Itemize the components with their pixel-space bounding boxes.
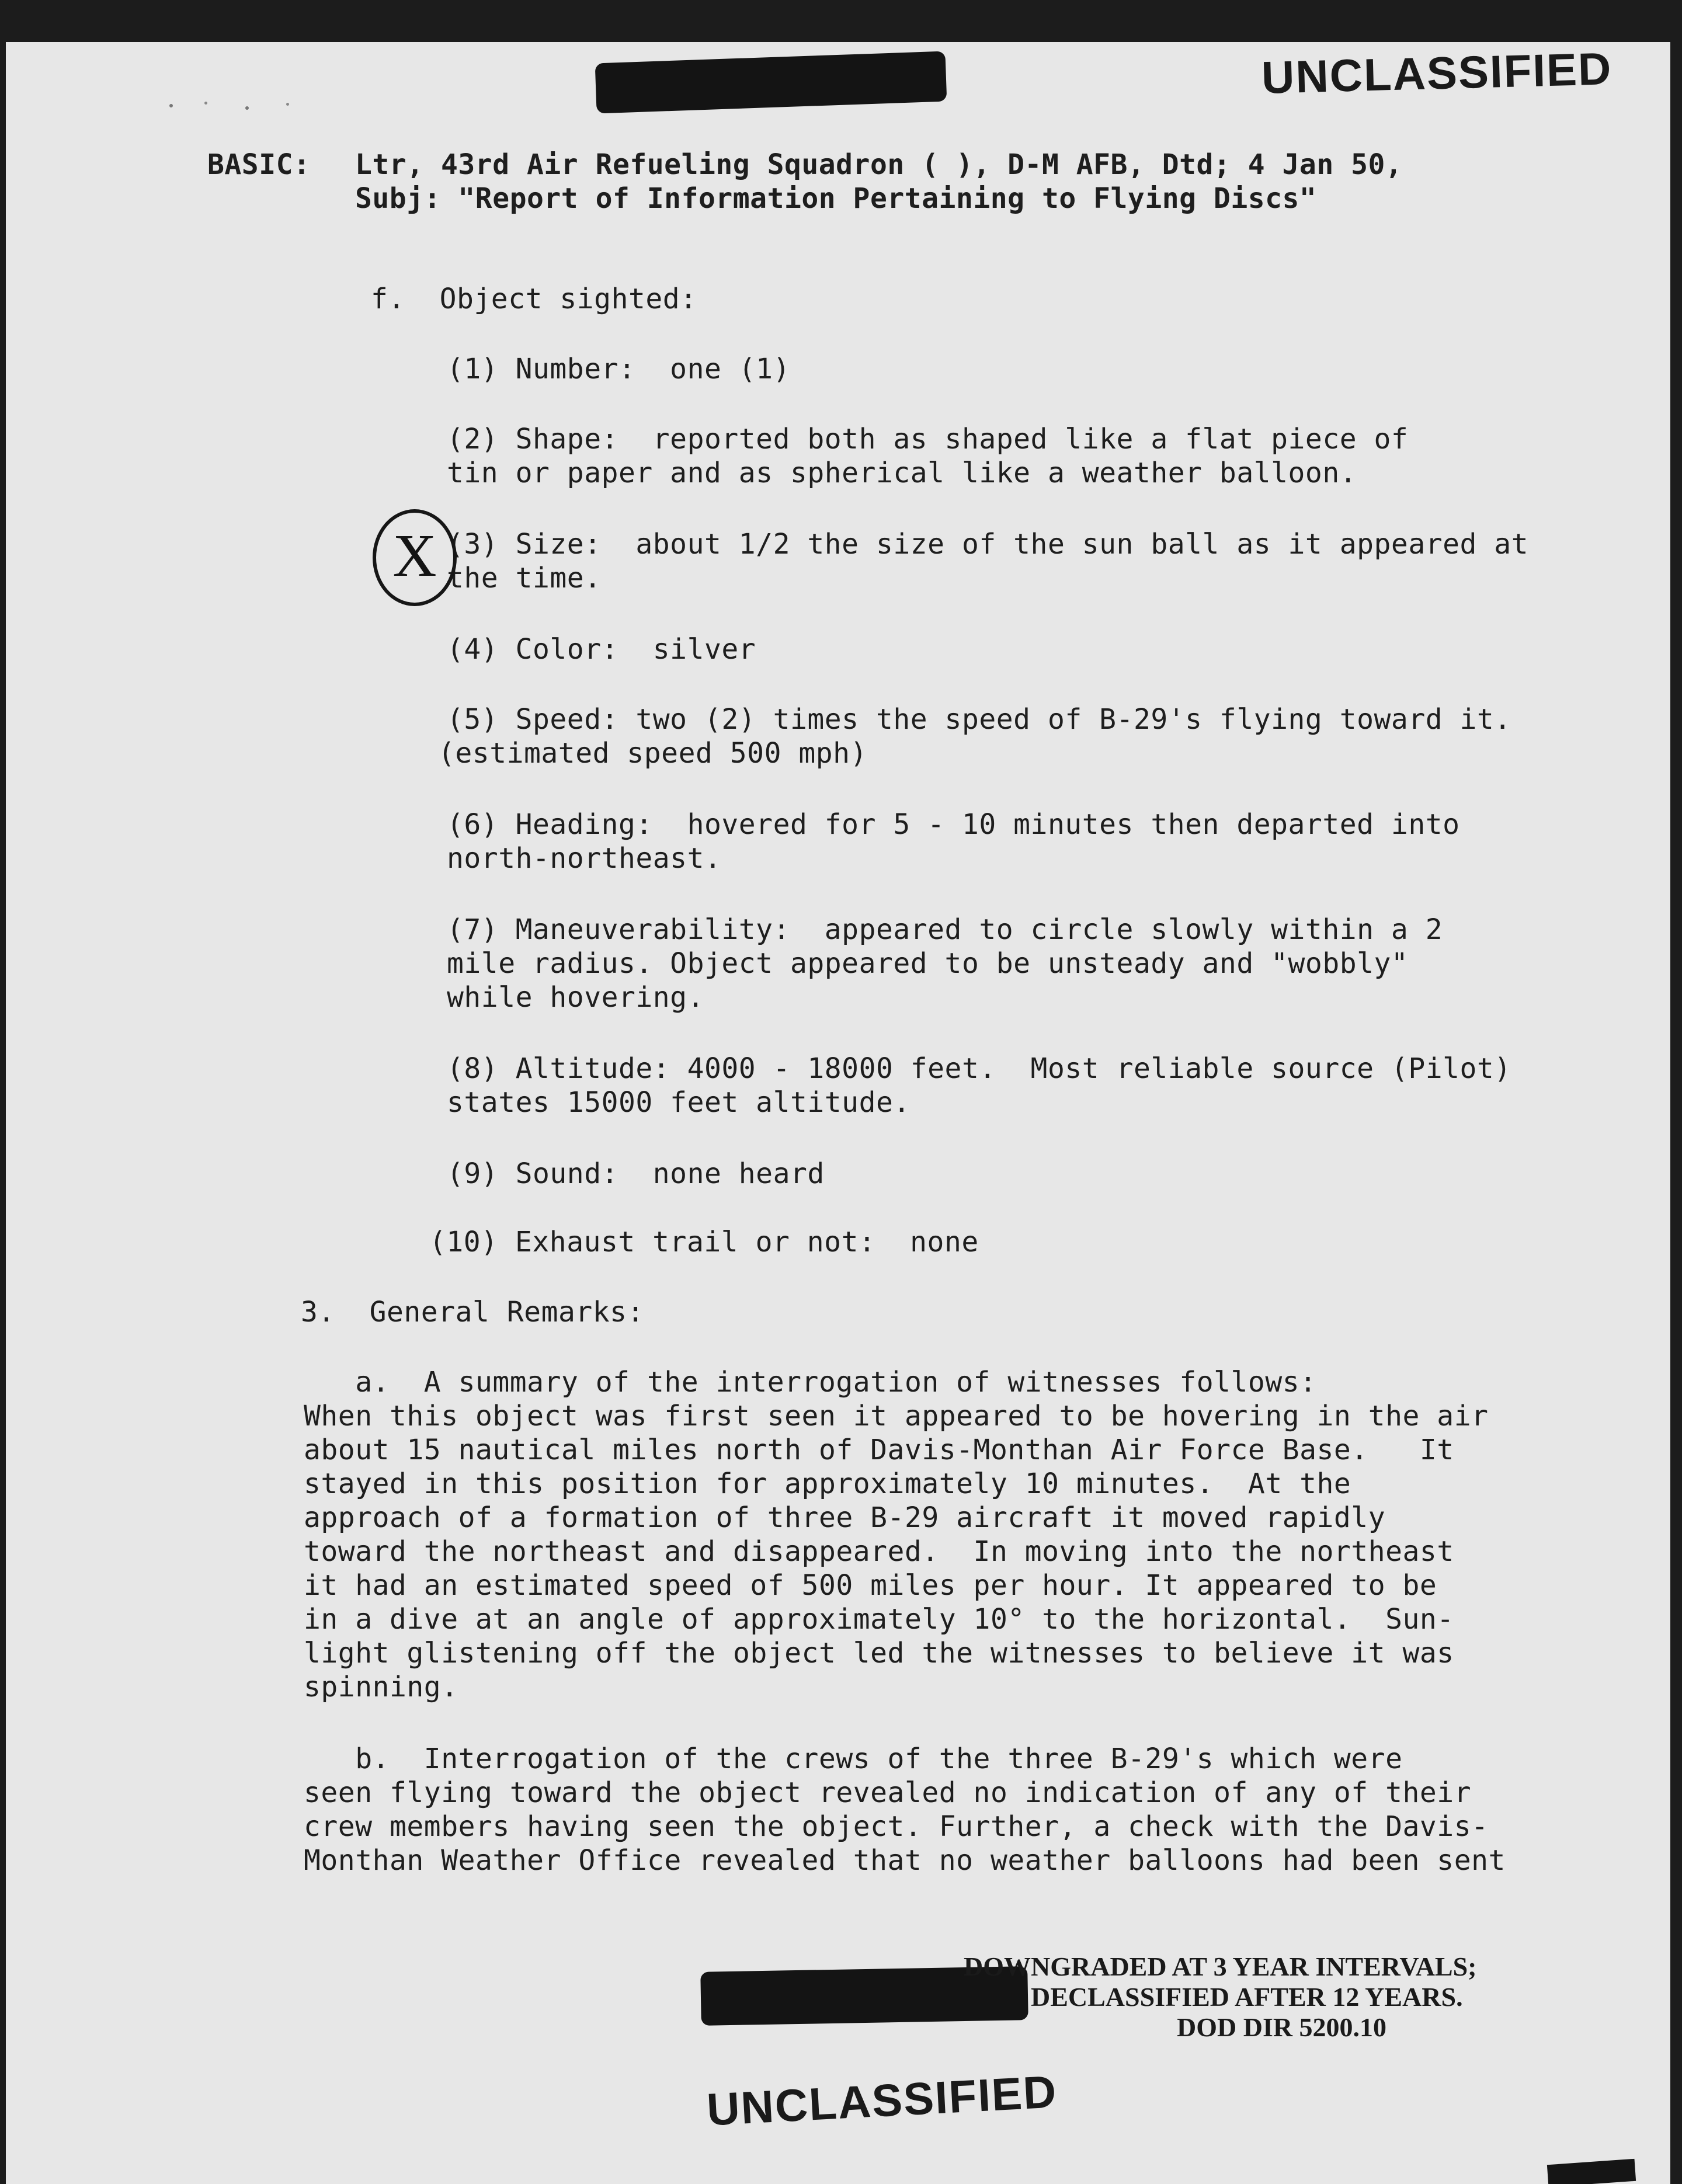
- bottom-classification-stamp: UNCLASSIFIED: [706, 2065, 1059, 2136]
- item-2-line-1: (2) Shape: reported both as shaped like a flat piece of: [447, 423, 1409, 455]
- circled-x-mark: [373, 509, 457, 606]
- item-6-line-1: (6) Heading: hovered for 5 - 10 minutes then departed into: [447, 808, 1460, 841]
- item-8-line-1: (8) Altitude: 4000 - 18000 feet. Most reliable source (Pilot): [447, 1052, 1511, 1085]
- para-b-line-2: seen flying toward the object revealed no indication of any of their: [304, 1776, 1472, 1809]
- para-b-line-4: Monthan Weather Office revealed that no weather balloons had been sent: [304, 1844, 1506, 1877]
- item-3-line-2: the time.: [447, 562, 602, 594]
- downgrade-stamp-line-1: DOWNGRADED AT 3 YEAR INTERVALS;: [964, 1952, 1477, 1981]
- basic-line-2: Subj: "Report of Information Pertaining to Flying Discs": [355, 182, 1317, 215]
- top-redaction-block: [595, 51, 947, 114]
- top-classification-stamp: UNCLASSIFIED: [1260, 43, 1613, 103]
- item-2-line-2: tin or paper and as spherical like a weather balloon.: [447, 457, 1357, 489]
- item-5-line-1: (5) Speed: two (2) times the speed of B-29's flying toward it.: [447, 703, 1511, 736]
- item-7-line-2: mile radius. Object appeared to be unsteady and "wobbly": [447, 947, 1409, 980]
- basic-label: BASIC:: [207, 148, 311, 181]
- x-mark-glyph: X: [392, 522, 437, 589]
- para-b-line-1: b. Interrogation of the crews of the three B-29's which were: [304, 1743, 1403, 1775]
- para-a-line-5: approach of a formation of three B-29 aircraft it moved rapidly: [304, 1501, 1386, 1534]
- item-7-line-3: while hovering.: [447, 981, 704, 1014]
- item-3-line-1: (3) Size: about 1/2 the size of the sun ball as it appeared at: [447, 528, 1529, 561]
- downgrade-stamp-line-2: DECLASSIFIED AFTER 12 YEARS.: [1031, 1982, 1463, 2012]
- item-9-line-1: (9) Sound: none heard: [447, 1157, 825, 1190]
- para-b-line-3: crew members having seen the object. Further, a check with the Davis-: [304, 1810, 1489, 1843]
- para-a-line-3: about 15 nautical miles north of Davis-Monthan Air Force Base. It: [304, 1434, 1454, 1466]
- item-4-line-1: (4) Color: silver: [447, 633, 756, 666]
- para-a-line-4: stayed in this position for approximately 10 minutes. At the: [304, 1467, 1351, 1500]
- item-10-line-1: (10) Exhaust trail or not: none: [429, 1226, 979, 1258]
- basic-line-1: Ltr, 43rd Air Refueling Squadron ( ), D-M AFB, Dtd; 4 Jan 50,: [355, 148, 1403, 181]
- para-a-line-6: toward the northeast and disappeared. In moving into the northeast: [304, 1535, 1454, 1568]
- para-a-line-9: light glistening off the object led the witnesses to believe it was: [304, 1637, 1454, 1670]
- para-a-line-10: spinning.: [304, 1671, 458, 1703]
- item-7-line-1: (7) Maneuverability: appeared to circle slowly within a 2: [447, 913, 1443, 946]
- document-page: [6, 42, 1670, 2184]
- section-3-heading: 3. General Remarks:: [301, 1296, 644, 1329]
- item-6-line-2: north-northeast.: [447, 842, 722, 875]
- item-1-line-1: (1) Number: one (1): [447, 353, 790, 385]
- para-a-line-1: a. A summary of the interrogation of witnesses follows:: [304, 1366, 1317, 1399]
- section-f-heading: f. Object sighted:: [371, 283, 697, 315]
- item-5-line-2: (estimated speed 500 mph): [438, 737, 867, 770]
- para-a-line-7: it had an estimated speed of 500 miles per hour. It appeared to be: [304, 1569, 1437, 1602]
- para-a-line-8: in a dive at an angle of approximately 10° to the horizontal. Sun-: [304, 1603, 1454, 1636]
- para-a-line-2: When this object was first seen it appeared to be hovering in the air: [304, 1400, 1489, 1432]
- scan-specks: [164, 100, 339, 112]
- corner-shadow: [1547, 2159, 1636, 2184]
- item-8-line-2: states 15000 feet altitude.: [447, 1086, 910, 1119]
- downgrade-stamp-line-3: DOD DIR 5200.10: [1177, 2012, 1387, 2042]
